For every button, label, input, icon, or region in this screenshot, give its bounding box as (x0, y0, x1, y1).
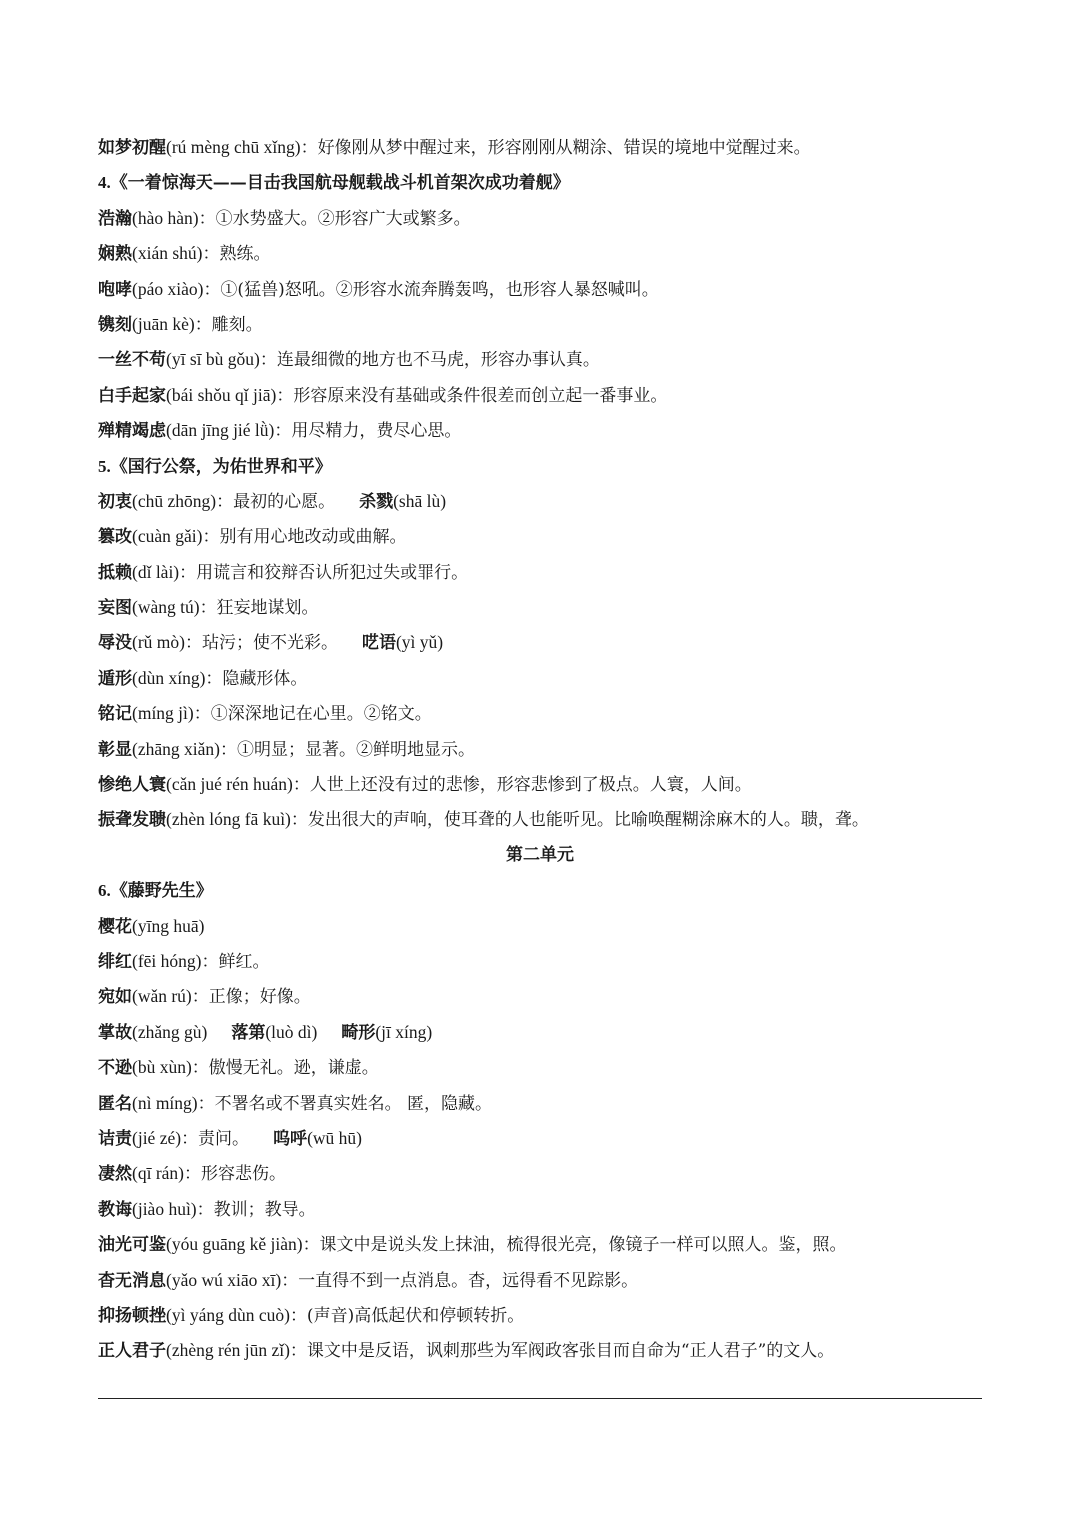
vocab-pinyin: (nì míng) (132, 1092, 198, 1113)
vocab-term: 不逊 (98, 1058, 132, 1079)
vocab-definition: ：课文中是反语，讽刺那些为军阀政客张目而自命为“正人君子”的文人。 (289, 1341, 835, 1362)
vocab-line (98, 979, 982, 1014)
vocab-term: 惨绝人寰 (98, 775, 166, 796)
vocab-line (98, 1156, 982, 1191)
lesson-number: 5. (98, 456, 111, 476)
vocab-pinyin: (zhèn lóng fā kuì) (166, 809, 291, 830)
vocab-term: 掌故 (98, 1022, 132, 1043)
vocab-term: 匿名 (98, 1093, 132, 1114)
vocab-term: 一丝不苟 (98, 350, 166, 371)
vocab-pinyin: (bù xùn) (132, 1057, 192, 1078)
vocab-pinyin: (jiào huì) (132, 1198, 197, 1219)
vocab-line (98, 484, 982, 519)
vocab-line (98, 909, 982, 944)
vocab-pinyin: (jī xíng) (375, 1021, 433, 1042)
vocab-line (98, 555, 982, 590)
vocab-term: 抑扬顿挫 (98, 1305, 166, 1326)
vocab-line (98, 1298, 982, 1333)
vocab-term: 呓语 (361, 633, 396, 654)
vocab-line (98, 1263, 982, 1298)
vocab-term: 娴熟 (98, 244, 132, 265)
lesson-title-text: 《一着惊海天——目击我国航母舰载战斗机首架次成功着舰》 (110, 173, 570, 194)
lesson-number: 6. (98, 881, 111, 901)
vocab-pinyin: (chū zhōng) (132, 490, 217, 511)
vocab-term: 抵赖 (98, 562, 132, 583)
vocab-pinyin: (dùn xíng) (132, 667, 206, 688)
lesson-title-text: 《国行公祭，为佑世界和平》 (110, 456, 332, 477)
lesson-number: 4. (98, 173, 111, 193)
vocab-line (98, 1050, 982, 1085)
lesson-title (98, 165, 982, 200)
vocab-pinyin: (fēi hóng) (132, 950, 202, 971)
vocab-term: 振聋发聩 (98, 810, 166, 831)
vocab-term: 铭记 (98, 704, 132, 725)
vocab-definition: ：形容原来没有基础或条件很差而创立起一番事业。 (276, 385, 668, 406)
vocab-definition: ：形容悲伤。 (184, 1164, 286, 1185)
vocab-term: 白手起家 (98, 385, 166, 406)
vocab-pinyin: (yīng huā) (132, 915, 205, 936)
vocab-line (98, 519, 982, 554)
vocab-pinyin: (jié zé) (132, 1127, 182, 1148)
vocab-pinyin: (wū hū) (307, 1127, 362, 1148)
vocab-pinyin: (míng jì) (132, 703, 194, 724)
vocab-pinyin: (rǔ mò) (132, 632, 185, 653)
vocab-term: 樱花 (98, 916, 132, 937)
vocab-line (98, 342, 982, 377)
vocab-pinyin: (cǎn jué rén huán) (166, 774, 293, 795)
vocab-line (98, 1015, 982, 1050)
vocab-term: 辱没 (98, 633, 132, 654)
vocab-pinyin: (yǎo wú xiāo xī) (166, 1269, 282, 1290)
vocab-line (98, 732, 982, 767)
lesson-title (98, 449, 982, 484)
vocab-term: 呜呼 (273, 1128, 308, 1149)
vocab-term: 畸形 (341, 1022, 376, 1043)
vocab-line (98, 236, 982, 271)
vocab-definition: ：连最细微的地方也不马虎，形容办事认真。 (259, 350, 600, 371)
vocab-pinyin: (zhǎng gù) (132, 1021, 208, 1042)
vocab-definition: ：熟练。 (202, 244, 271, 265)
vocab-term: 杳无消息 (98, 1270, 166, 1291)
vocab-definition: ：玷污；使不光彩。 (184, 633, 338, 654)
vocab-line (98, 1192, 982, 1227)
vocab-pinyin: (dǐ lài) (132, 561, 180, 582)
vocab-pinyin: (juān kè) (132, 313, 195, 334)
vocab-pinyin: (yì yǔ) (395, 632, 444, 653)
vocab-definition: ：用尽精力，费尽心思。 (274, 421, 462, 442)
vocab-term: 妄图 (98, 598, 132, 619)
vocab-pinyin: (zhèng rén jūn zǐ) (166, 1340, 290, 1361)
vocab-line (98, 272, 982, 307)
vocab-term: 彰显 (98, 739, 132, 760)
vocab-term: 初衷 (98, 491, 132, 512)
vocab-definition: ：用谎言和狡辩否认所犯过失或罪行。 (179, 562, 469, 583)
vocab-pinyin: (bái shǒu qǐ jiā) (166, 384, 277, 405)
vocab-definition: ：不署名或不署真实姓名。 匿，隐藏。 (197, 1093, 493, 1114)
vocab-line (98, 413, 982, 448)
vocab-line (98, 1333, 982, 1368)
vocab-pinyin: (luò dì) (265, 1021, 318, 1042)
vocab-line (98, 802, 982, 837)
vocab-pinyin: (cuàn gǎi) (132, 526, 203, 547)
vocab-definition: ：责问。 (181, 1128, 250, 1149)
vocab-pinyin: (zhāng xiǎn) (132, 738, 220, 759)
vocab-line (98, 307, 982, 342)
vocab-term: 落第 (231, 1022, 266, 1043)
document-body (98, 130, 982, 1369)
vocab-line (98, 130, 982, 165)
vocab-term: 咆哮 (98, 279, 132, 300)
vocab-definition: ：傲慢无礼。逊，谦虚。 (191, 1058, 379, 1079)
vocab-line (98, 1227, 982, 1262)
vocab-definition: ：好像刚从梦中醒过来，形容刚刚从糊涂、错误的境地中觉醒过来。 (300, 138, 811, 158)
vocab-pinyin: (shā lù) (393, 490, 447, 511)
vocab-term: 宛如 (98, 987, 132, 1008)
vocab-term: 绯红 (98, 951, 132, 972)
vocab-line (98, 767, 982, 802)
vocab-definition: ：一直得不到一点消息。杳，远得看不见踪影。 (281, 1270, 639, 1291)
vocab-line (98, 1121, 982, 1156)
vocab-term: 正人君子 (98, 1341, 166, 1362)
vocab-term: 油光可鉴 (98, 1235, 166, 1256)
vocab-term: 篡改 (98, 527, 132, 548)
vocab-line (98, 661, 982, 696)
vocab-pinyin: (wàng tú) (132, 597, 200, 618)
vocab-definition: ：①明显；显著。②鲜明地显示。 (219, 739, 475, 760)
vocab-term: 浩瀚 (98, 208, 132, 229)
footer-rule (98, 1398, 982, 1399)
vocab-term: 镌刻 (98, 314, 132, 335)
vocab-line (98, 201, 982, 236)
vocab-line (98, 590, 982, 625)
vocab-definition: ：别有用心地改动或曲解。 (202, 527, 407, 548)
vocab-definition: ：隐藏形体。 (205, 668, 308, 689)
vocab-pinyin: (yóu guāng kě jiàn) (166, 1234, 303, 1255)
vocab-definition: ：最初的心愿。 (216, 491, 336, 512)
vocab-pinyin: (yī sī bù gǒu) (166, 349, 260, 370)
vocab-pinyin: (wǎn rú) (132, 986, 192, 1007)
vocab-pinyin: (yì yáng dùn cuò) (166, 1304, 290, 1325)
vocab-term: 教诲 (98, 1199, 132, 1220)
vocab-definition: ：人世上还没有过的悲惨，形容悲惨到了极点。人寰，人间。 (292, 775, 752, 796)
vocab-definition: ：教训；教导。 (196, 1199, 316, 1220)
vocab-term: 诘责 (98, 1128, 132, 1149)
vocab-term: 杀戮 (359, 491, 394, 512)
vocab-line (98, 944, 982, 979)
vocab-definition: ：狂妄地谋划。 (199, 598, 319, 619)
vocab-pinyin: (hào hàn) (132, 207, 199, 228)
vocab-pinyin: (rú mèng chū xǐng) (166, 137, 301, 157)
vocab-definition: ：课文中是说头发上抹油，梳得很光亮，像镜子一样可以照人。鉴，照。 (302, 1235, 847, 1256)
vocab-pinyin: (páo xiào) (132, 278, 204, 299)
vocab-term: 殚精竭虑 (98, 421, 166, 442)
vocab-line (98, 1086, 982, 1121)
vocab-definition: ：鲜红。 (201, 951, 270, 972)
vocab-definition: ：①(猛兽)怒吼。②形容水流奔腾轰鸣，也形容人暴怒喊叫。 (203, 279, 659, 300)
vocab-term: 遁形 (98, 668, 132, 689)
vocab-pinyin: (qī rán) (132, 1163, 184, 1184)
vocab-definition: ：①水势盛大。②形容广大或繁多。 (198, 208, 471, 229)
vocab-pinyin: (dān jīng jié lǜ) (166, 420, 275, 441)
vocab-definition: ：①深深地记在心里。②铭文。 (193, 704, 432, 725)
vocab-line (98, 378, 982, 413)
vocab-line (98, 625, 982, 660)
vocab-pinyin: (xián shú) (132, 243, 203, 264)
vocab-definition: ：正像；好像。 (191, 987, 311, 1008)
lesson-title (98, 873, 982, 908)
lesson-title-text: 《藤野先生》 (110, 881, 213, 902)
vocab-definition: ：(声音)高低起伏和停顿转折。 (289, 1305, 525, 1326)
vocab-definition: ：发出很大的声响，使耳聋的人也能听见。比喻唤醒糊涂麻木的人。聩，聋。 (290, 810, 869, 831)
vocab-term: 凄然 (98, 1164, 132, 1185)
unit-heading: 第二单元 (506, 844, 574, 865)
vocab-line (98, 696, 982, 731)
vocab-definition: ：雕刻。 (194, 314, 263, 335)
vocab-term: 如梦初醒 (98, 138, 166, 158)
